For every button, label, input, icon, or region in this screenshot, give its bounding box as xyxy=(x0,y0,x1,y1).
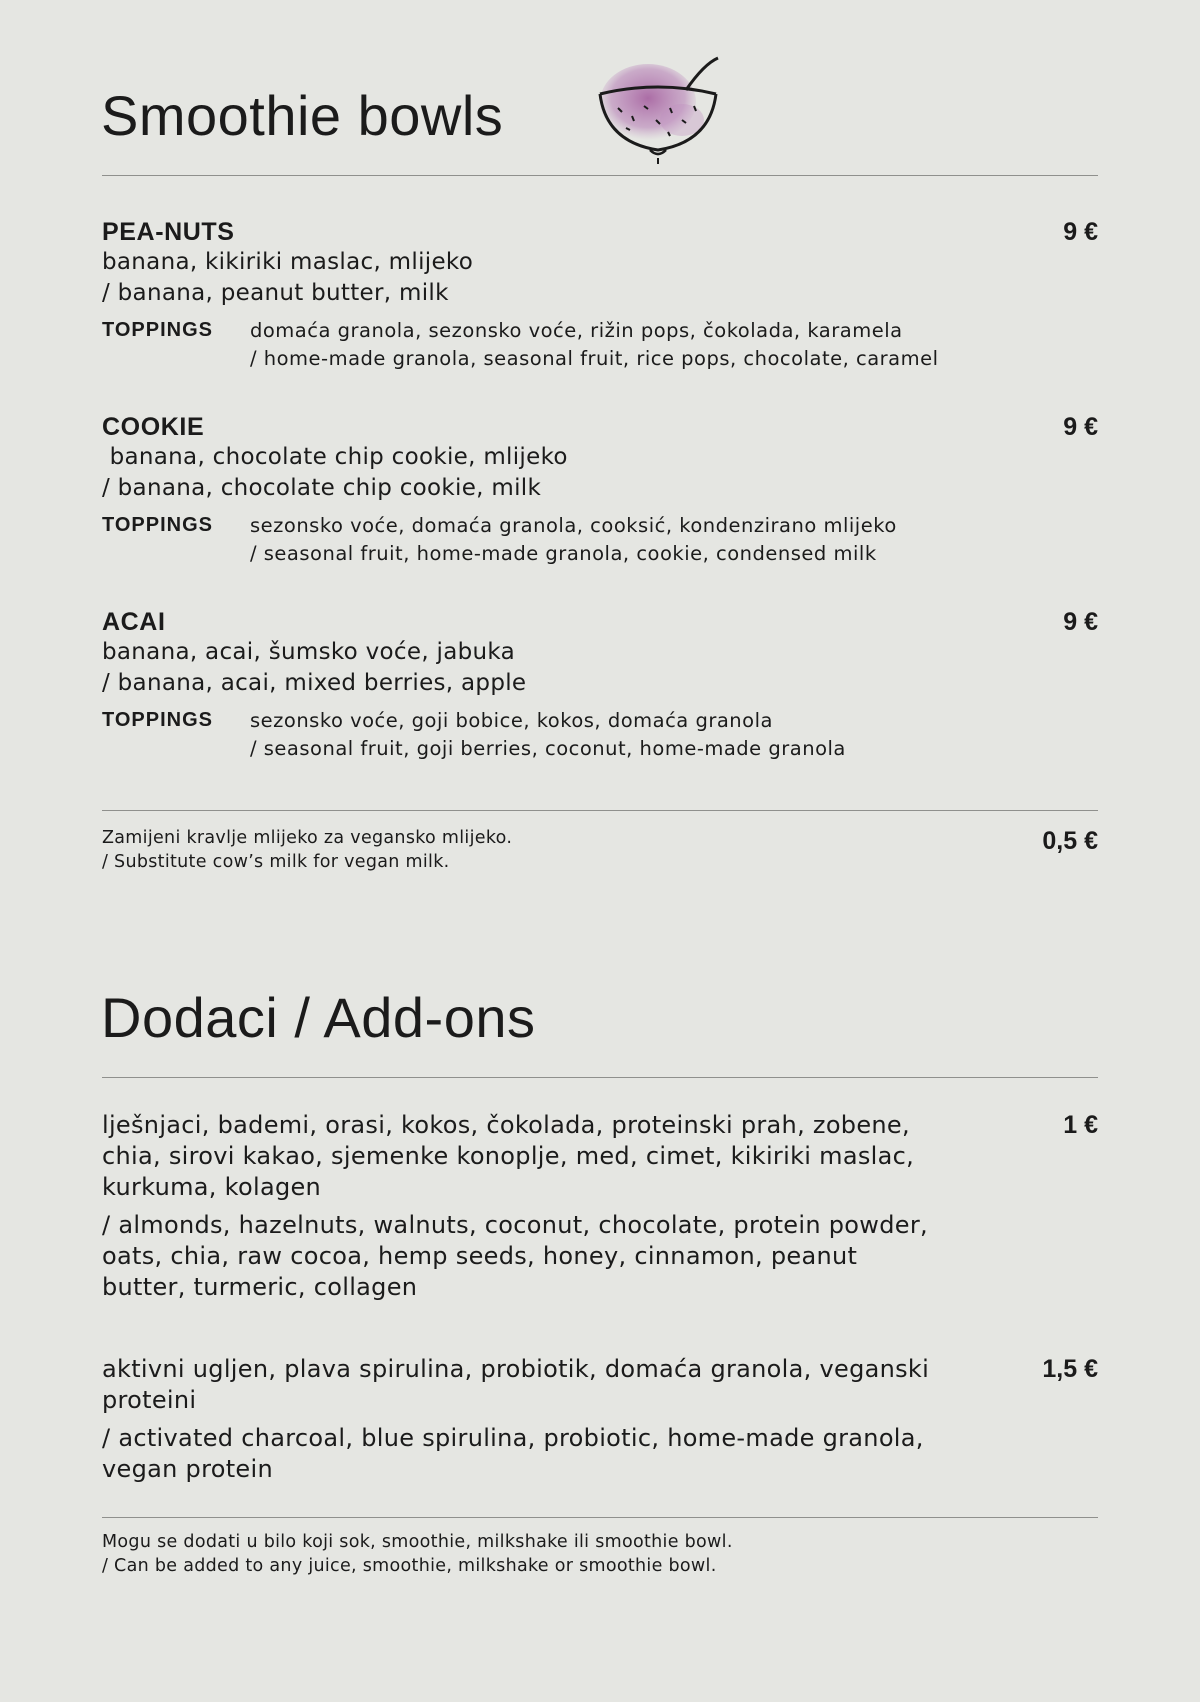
milk-note-divider xyxy=(102,810,1098,811)
menu-item-cookie xyxy=(102,412,1098,568)
item-price: 9 € xyxy=(1063,413,1098,441)
item-description-hr: banana, kikiriki maslac, mlijeko xyxy=(102,249,474,275)
note-hr: Mogu se dodati u bilo koji sok, smoothie, milkshake ili smoothie bowl. xyxy=(102,1532,733,1552)
vegan-milk-price: 0,5 € xyxy=(1042,827,1098,855)
smoothie-bowl-icon xyxy=(592,50,726,168)
addon-text-hr: aktivni ugljen, plava spirulina, probiotik, domaća granola, veganski proteini xyxy=(102,1355,930,1414)
toppings-hr: domaća granola, sezonsko voće, rižin pops, čokolada, karamela xyxy=(250,319,903,342)
toppings-en: / seasonal fruit, goji berries, coconut, home-made granola xyxy=(250,737,846,760)
addon-price: 1 € xyxy=(1063,1111,1098,1139)
toppings-label: TOPPINGS xyxy=(102,514,213,536)
addons-note xyxy=(102,1530,733,1578)
toppings-label: TOPPINGS xyxy=(102,319,213,341)
addon-text-en: / activated charcoal, blue spirulina, probiotic, home-made granola, vegan protein xyxy=(102,1424,924,1483)
item-description-hr: banana, acai, šumsko voće, jabuka xyxy=(102,639,516,665)
addons-divider xyxy=(102,1077,1098,1078)
note-en: / Substitute cow’s milk for vegan milk. xyxy=(102,852,450,872)
item-toppings xyxy=(102,317,1098,373)
item-description-en: / banana, chocolate chip cookie, milk xyxy=(102,475,542,501)
item-toppings xyxy=(102,512,1098,568)
menu-item-acai xyxy=(102,607,1098,763)
toppings-label: TOPPINGS xyxy=(102,709,213,731)
note-hr: Zamijeni kravlje mlijeko za vegansko mlijeko. xyxy=(102,828,513,848)
note-en: / Can be added to any juice, smoothie, milkshake or smoothie bowl. xyxy=(102,1556,717,1576)
item-name: COOKIE xyxy=(102,413,205,441)
addons-title: Dodaci / Add-ons xyxy=(101,986,536,1049)
addon-text-en: / almonds, hazelnuts, walnuts, coconut, chocolate, protein powder, oats, chia, raw cocoa, hemp seeds, honey, cinnamon, peanut butter, turmeric, collagen xyxy=(102,1211,928,1301)
item-name: PEA-NUTS xyxy=(102,218,235,246)
item-price: 9 € xyxy=(1063,218,1098,246)
toppings-en: / home-made granola, seasonal fruit, rice pops, chocolate, caramel xyxy=(250,347,939,370)
menu-item-pea-nuts xyxy=(102,217,1098,373)
item-description-hr: banana, chocolate chip cookie, mlijeko xyxy=(102,444,568,470)
title-divider xyxy=(102,175,1098,176)
vegan-milk-note xyxy=(102,826,512,874)
addon-group-1 xyxy=(102,1110,1098,1303)
smoothie-bowls-title: Smoothie bowls xyxy=(101,84,504,147)
item-toppings xyxy=(102,707,1098,763)
item-description-en: / banana, acai, mixed berries, apple xyxy=(102,670,527,696)
addon-text-hr: lješnjaci, bademi, orasi, kokos, čokolada, proteinski prah, zobene, chia, sirovi kakao, sjemenke konoplje, med, cimet, kikiriki maslac, kurkuma, kolagen xyxy=(102,1111,915,1201)
item-name: ACAI xyxy=(102,608,166,636)
addon-group-2 xyxy=(102,1354,1098,1485)
item-description-en: / banana, peanut butter, milk xyxy=(102,280,449,306)
toppings-en: / seasonal fruit, home-made granola, cookie, condensed milk xyxy=(250,542,877,565)
toppings-hr: sezonsko voće, goji bobice, kokos, domaća granola xyxy=(250,709,773,732)
item-price: 9 € xyxy=(1063,608,1098,636)
addon-price: 1,5 € xyxy=(1042,1355,1098,1383)
addons-note-divider xyxy=(102,1517,1098,1518)
toppings-hr: sezonsko voće, domaća granola, cooksić, kondenzirano mlijeko xyxy=(250,514,897,537)
